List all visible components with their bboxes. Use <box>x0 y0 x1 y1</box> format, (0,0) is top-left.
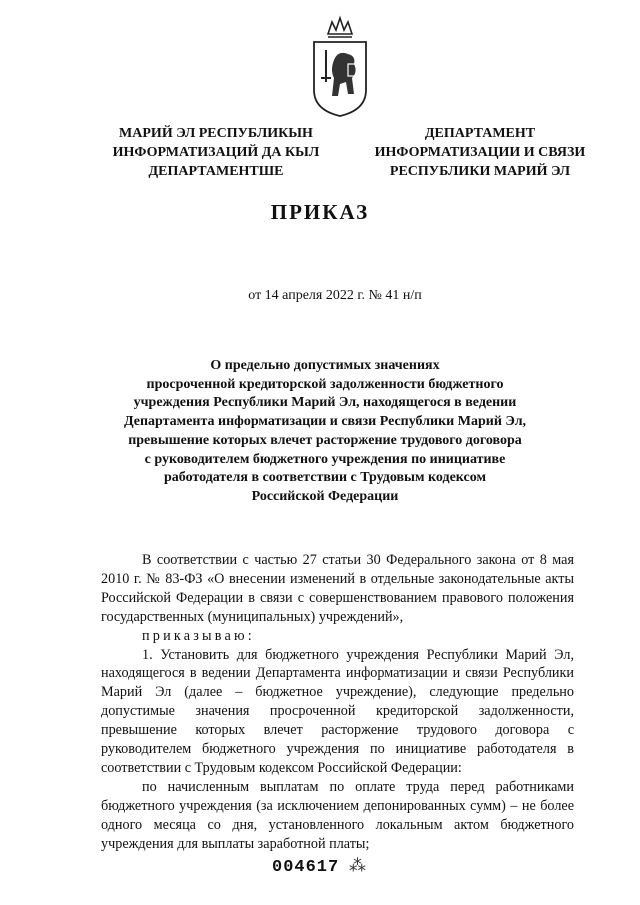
document-title: ПРИКАЗ <box>270 200 370 224</box>
body-paragraph-wages: по начисленным выплатам по оплате труда перед работниками бюджетного учреждения (за исключением депонированных сумм) – не более одного месяца со дня, установленного локальным актом бюджетного учреждения для выплаты заработной платы; <box>101 778 574 852</box>
serial-mark-icon: ⁂ <box>349 856 366 876</box>
coat-of-arms-icon <box>310 12 370 120</box>
header-marian-name: МАРИЙ ЭЛ РЕСПУБЛИКЫН ИНФОРМАТИЗАЦИЙ ДА КЫЛ ДЕПАРТАМЕНТШЕ <box>112 126 320 179</box>
body-paragraph-order: приказываю: <box>142 627 255 644</box>
header-russian-name: ДЕПАРТАМЕНТ ИНФОРМАТИЗАЦИИ И СВЯЗИ РЕСПУБЛИКИ МАРИЙ ЭЛ <box>374 126 586 179</box>
form-serial-number: 004617 <box>272 858 340 877</box>
document-subject: О предельно допустимых значениях просроченной кредиторской задолженности бюджетного учреждения Республики Марий Эл, находящегося в ведении Департамента информатизации и связи Республики Марий Эл, превышение которых влечет расторжение трудового договора с руководителем бюджетного учреждения по инициативе работодателя в соответствии с Трудовым кодексом Российской Федерации <box>123 358 527 504</box>
body-paragraph-preamble: В соответствии с частью 27 статьи 30 Федерального закона от 8 мая 2010 г. № 83-ФЗ «О внесении изменений в отдельные законодательные акты Российской Федерации в связи с совершенствованием правового положения государственных (муниципальных) учреждений», <box>101 552 574 625</box>
document-date-number: от 14 апреля 2022 г. № 41 н/п <box>248 288 422 303</box>
body-paragraph-item-1: 1. Установить для бюджетного учреждения Республики Марий Эл, находящегося в ведении Департамента информатизации и связи Республики Марий Эл (далее – бюджетное учреждение), следующие предельно допустимые значения просроченной кредиторской задолженности, превышение которых влечет расторжение трудового договора с руководителем бюджетного учреждения по инициативе работодателя в соответствии с Трудовым кодексом Российской Федерации: <box>101 646 574 776</box>
document-body <box>101 551 574 854</box>
